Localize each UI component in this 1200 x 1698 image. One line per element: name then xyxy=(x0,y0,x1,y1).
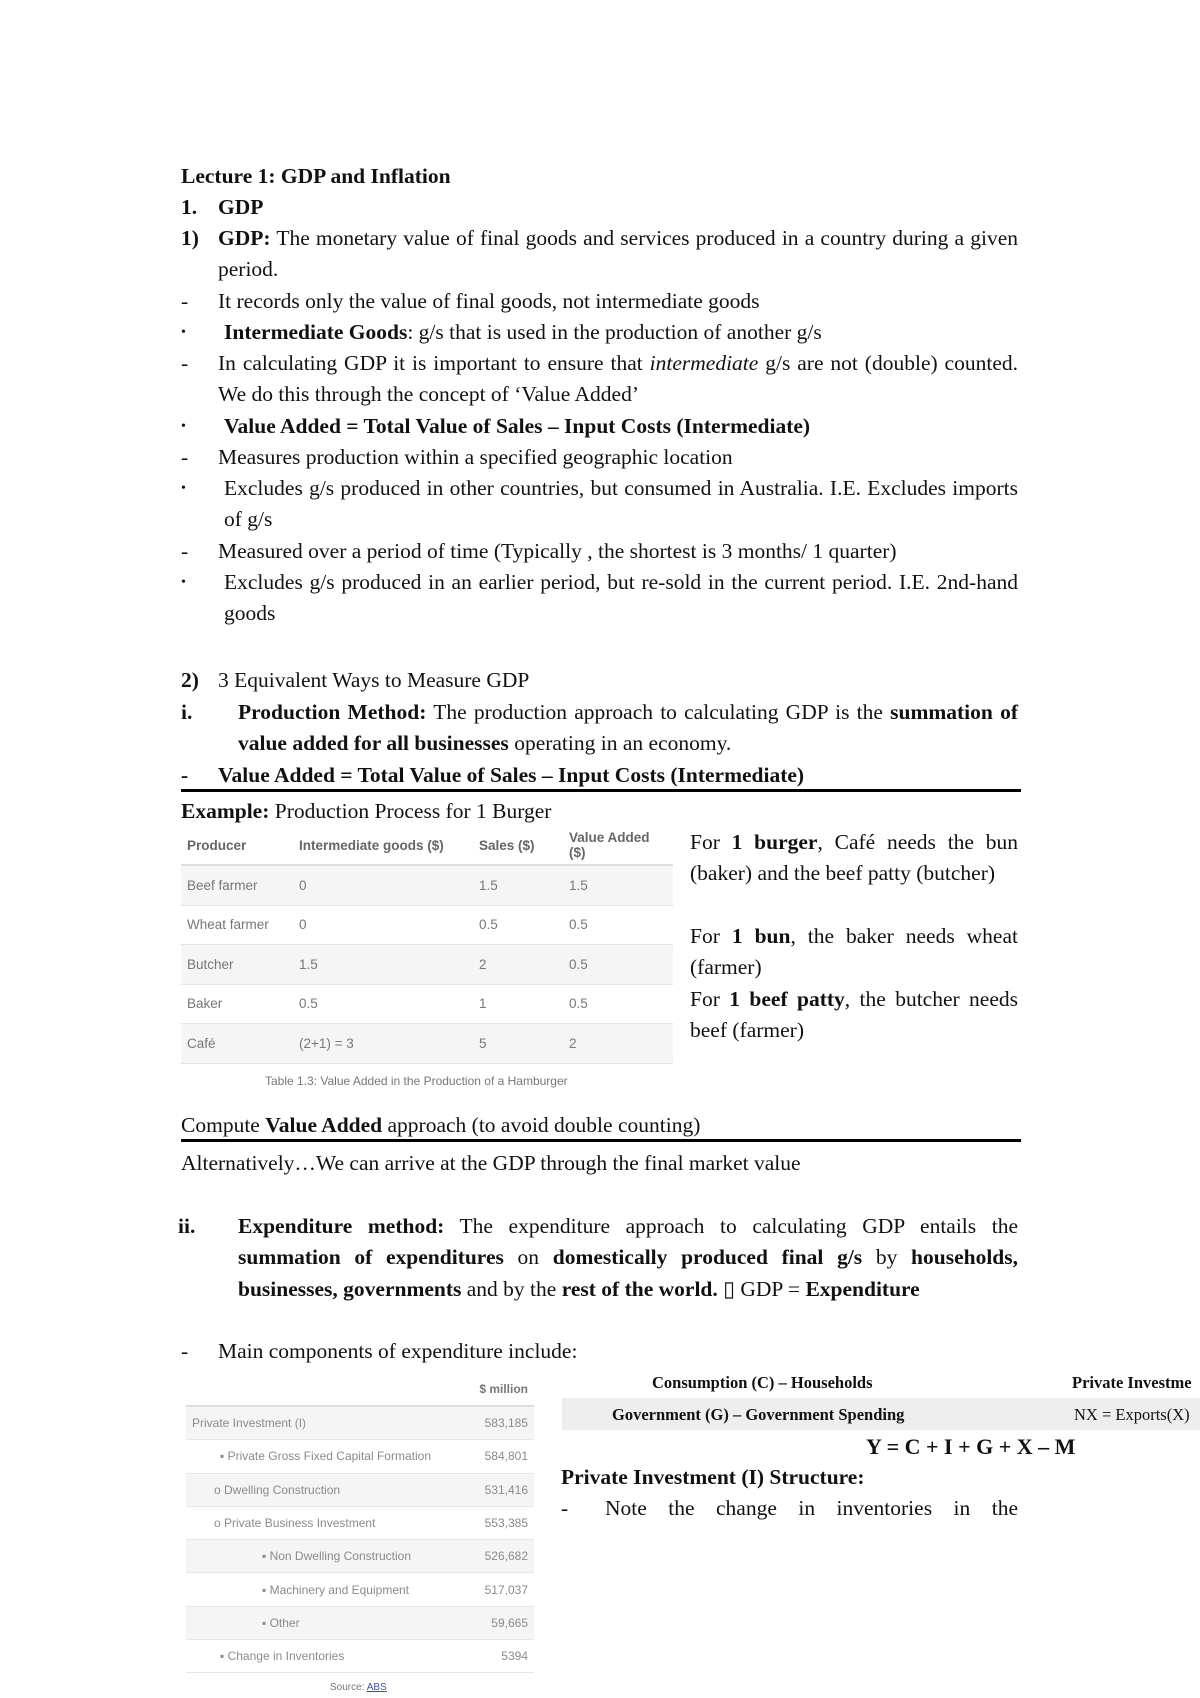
table-row xyxy=(186,1406,534,1440)
dash-marker: - xyxy=(561,1496,569,1520)
item-number: 1) xyxy=(181,226,199,250)
compute-text: Compute xyxy=(181,1113,266,1137)
divider xyxy=(181,1139,1021,1142)
explanation-text: For xyxy=(690,830,732,854)
expenditure-method-label: Expenditure method: xyxy=(238,1214,445,1238)
table-cell: Baker xyxy=(181,984,293,1024)
table-row xyxy=(181,984,673,1024)
table-cell: Wheat farmer xyxy=(181,905,293,945)
column-header: Producer xyxy=(181,826,293,865)
example-text: Production Process for 1 Burger xyxy=(269,799,552,823)
section-number: 1. xyxy=(181,195,198,219)
value-added-formula: Value Added = Total Value of Sales – Input Costs (Intermediate) xyxy=(218,763,805,787)
table-row xyxy=(181,945,673,985)
column-header: Value Added ($) xyxy=(563,826,673,865)
page-title: Lecture 1: GDP and Inflation xyxy=(181,164,451,188)
production-method-text: The production approach to calculating GDP is the xyxy=(426,700,891,724)
value-added-table xyxy=(181,826,673,1064)
table-cell: 59,665 xyxy=(468,1606,534,1639)
table-cell: 531,416 xyxy=(468,1473,534,1506)
table-row xyxy=(186,1473,534,1506)
net-exports-component: NX = Exports(X) xyxy=(1074,1405,1190,1424)
dot-marker: • xyxy=(181,325,186,340)
sub-intermediate-goods xyxy=(224,317,822,348)
expenditure-bold: summation of expenditures xyxy=(238,1245,504,1270)
alternatively-text: Alternatively…We can arrive at the GDP through the final market value xyxy=(181,1151,801,1175)
table-header-row xyxy=(186,1373,534,1406)
table-row xyxy=(181,905,673,945)
compute-text: approach (to avoid double counting) xyxy=(382,1113,701,1137)
dot-marker: • xyxy=(181,575,186,590)
dash-marker: - xyxy=(181,351,189,375)
table-cell: 517,037 xyxy=(468,1573,534,1606)
table-cell: ▪ Change in Inventories xyxy=(186,1640,468,1673)
table-row xyxy=(186,1506,534,1539)
table-header-row xyxy=(181,826,673,865)
table-cell: 2 xyxy=(473,945,563,985)
table-cell: 5394 xyxy=(468,1640,534,1673)
table-cell: Private Investment (I) xyxy=(186,1406,468,1440)
table-row xyxy=(186,1540,534,1573)
intermediate-goods-text: : g/s that is used in the production of another g/s xyxy=(407,320,822,344)
gdp-equation: Y = C + I + G + X – M xyxy=(866,1434,1076,1459)
table-cell: 0 xyxy=(293,905,473,945)
burger-explanation xyxy=(690,827,1018,890)
sub-excludes-second-hand: Excludes g/s produced in an earlier period, but re-sold in the current period. I.E. 2nd-hand goods xyxy=(224,570,1018,626)
table-cell: ▪ Other xyxy=(186,1606,468,1639)
expenditure-bold: domestically produced final g/s xyxy=(552,1245,863,1270)
expenditure-text: GDP = xyxy=(740,1276,806,1301)
dash-marker: - xyxy=(181,763,189,787)
explanation-text: , the baker needs wheat (farmer) xyxy=(690,924,1018,980)
gdp-definition-text: The monetary value of final goods and services produced in a country during a given period. xyxy=(218,226,1018,282)
dot-marker: • xyxy=(181,481,186,496)
dash-marker: - xyxy=(181,539,189,563)
expenditure-text: and by the xyxy=(461,1276,562,1301)
arrow-symbol-icon: ▯ xyxy=(717,1276,741,1301)
explanation-bold: 1 bun xyxy=(731,924,791,948)
dash-marker: - xyxy=(181,289,189,313)
explanation-bold: 1 beef patty xyxy=(729,987,845,1011)
table-cell: 5 xyxy=(473,1024,563,1064)
sub-value-added-formula: Value Added = Total Value of Sales – Input Costs (Intermediate) xyxy=(224,414,811,438)
expenditure-text: The expenditure approach to calculating GDP entails the xyxy=(444,1214,1018,1238)
production-method-bold: summation of value added for all businesses xyxy=(238,700,1018,756)
expenditure-bold: Expenditure xyxy=(805,1276,920,1301)
expenditure-bold: households, businesses, governments xyxy=(238,1245,1019,1301)
explanation-text: , Café needs the bun (baker) and the beef patty (butcher) xyxy=(690,830,1018,886)
section-heading: GDP xyxy=(218,195,264,219)
table-cell: 0 xyxy=(293,865,473,905)
table-cell: 1.5 xyxy=(473,865,563,905)
double-count-pre: In calculating GDP it is important to ensure that xyxy=(218,351,650,375)
production-method-text-end: operating in an economy. xyxy=(508,731,732,756)
table-cell: 1 xyxy=(473,984,563,1024)
table-cell: 1.5 xyxy=(563,865,673,905)
column-header: Sales ($) xyxy=(473,826,563,865)
double-count-post: g/s are not (double) counted. We do this through the concept of ‘Value Added’ xyxy=(218,351,1018,407)
table-row xyxy=(181,865,673,905)
patty-explanation xyxy=(690,984,1018,1047)
example-label: Example: xyxy=(181,799,270,823)
table-cell: ▪ Non Dwelling Construction xyxy=(186,1540,468,1573)
table-cell: (2+1) = 3 xyxy=(293,1024,473,1064)
double-count-em: intermediate xyxy=(649,351,759,375)
table-cell: ▪ Private Gross Fixed Capital Formation xyxy=(186,1440,468,1473)
bullet-double-count xyxy=(218,348,1018,411)
table-cell: 1.5 xyxy=(293,945,473,985)
table-cell: 0.5 xyxy=(473,905,563,945)
production-method xyxy=(238,697,1018,760)
bullet-time-period: Measured over a period of time (Typically , the shortest is 3 months/ 1 quarter) xyxy=(218,539,897,563)
bun-explanation xyxy=(690,921,1018,984)
dash-marker: - xyxy=(181,445,189,469)
expenditure-bold: rest of the world. xyxy=(561,1276,718,1301)
table-row xyxy=(186,1440,534,1473)
expenditure-text: by xyxy=(862,1245,912,1270)
explanation-text: For xyxy=(690,987,730,1011)
gdp-label: GDP: xyxy=(218,226,271,250)
expenditure-text: on xyxy=(503,1245,553,1270)
table-cell: o Dwelling Construction xyxy=(186,1473,468,1506)
table-row xyxy=(181,1024,673,1064)
investment-table xyxy=(186,1373,534,1673)
inventories-note: Note the change in inventories in the xyxy=(605,1496,1018,1520)
table-cell: 2 xyxy=(563,1024,673,1064)
intermediate-goods-label: Intermediate Goods xyxy=(224,320,408,344)
table-cell: 553,385 xyxy=(468,1506,534,1539)
table-cell: o Private Business Investment xyxy=(186,1506,468,1539)
table-cell: 0.5 xyxy=(563,945,673,985)
sub-excludes-imports: Excludes g/s produced in other countries, but consumed in Australia. I.E. Excludes imports of g/s xyxy=(224,476,1018,532)
consumption-component: Consumption (C) – Households xyxy=(652,1373,873,1392)
explanation-bold: 1 burger xyxy=(731,830,818,854)
item-number: 2) xyxy=(181,668,199,692)
table-row xyxy=(186,1606,534,1639)
table-cell: Café xyxy=(181,1024,293,1064)
gdp-definition xyxy=(218,223,1018,286)
bullet-final-goods: It records only the value of final goods, not intermediate goods xyxy=(218,289,760,313)
table-cell: 0.5 xyxy=(563,984,673,1024)
compute-bold: Value Added xyxy=(265,1113,383,1137)
example-heading xyxy=(181,796,551,827)
table-row xyxy=(186,1573,534,1606)
government-component: Government (G) – Government Spending xyxy=(612,1405,905,1424)
table-cell: 584,801 xyxy=(468,1440,534,1473)
source-label: Source: xyxy=(330,1682,367,1693)
table-row xyxy=(186,1640,534,1673)
bullet-geographic: Measures production within a specified geographic location xyxy=(218,445,733,469)
table-source xyxy=(330,1682,387,1693)
three-ways-heading: 3 Equivalent Ways to Measure GDP xyxy=(218,668,530,692)
source-link[interactable]: ABS xyxy=(366,1682,387,1693)
production-method-label: Production Method: xyxy=(238,700,427,724)
private-investment-heading: Private Investment (I) Structure: xyxy=(561,1465,865,1489)
method-number: ii. xyxy=(178,1214,196,1238)
table-cell: 526,682 xyxy=(468,1540,534,1573)
dot-marker: • xyxy=(181,419,186,434)
compute-value-added xyxy=(181,1110,700,1141)
main-components-text: Main components of expenditure include: xyxy=(218,1339,578,1363)
column-header: $ million xyxy=(468,1373,534,1406)
table-cell: 0.5 xyxy=(563,905,673,945)
table-cell: Butcher xyxy=(181,945,293,985)
table-cell: ▪ Machinery and Equipment xyxy=(186,1573,468,1606)
table-caption: Table 1.3: Value Added in the Production of a Hamburger xyxy=(265,1074,568,1088)
dash-marker: - xyxy=(181,1339,189,1363)
table-cell: 583,185 xyxy=(468,1406,534,1440)
method-number: i. xyxy=(181,700,193,724)
column-header: Intermediate goods ($) xyxy=(293,826,473,865)
table-cell: Beef farmer xyxy=(181,865,293,905)
divider xyxy=(181,789,1021,792)
explanation-text: , the butcher needs beef (farmer) xyxy=(690,987,1019,1043)
table-cell: 0.5 xyxy=(293,984,473,1024)
investment-component: Private Investme xyxy=(1072,1373,1192,1392)
explanation-text: For xyxy=(690,924,732,948)
expenditure-method xyxy=(238,1211,1018,1305)
